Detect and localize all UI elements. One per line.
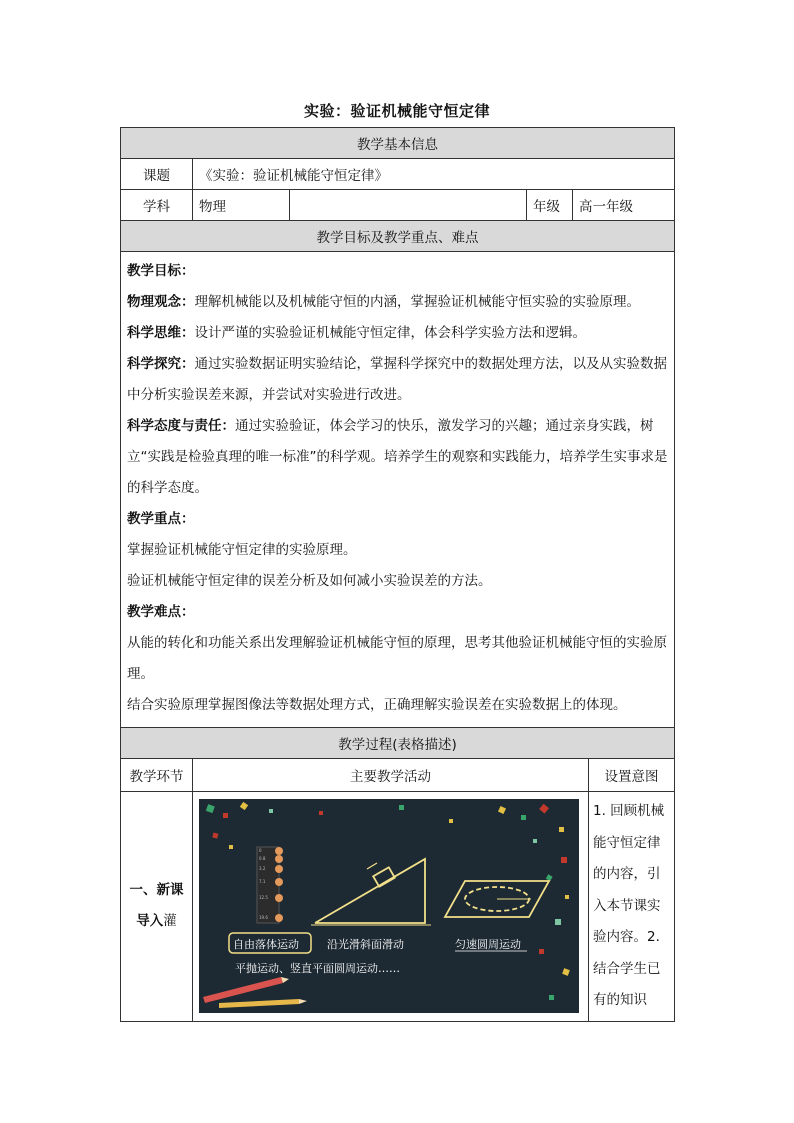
- topic-label: 课题: [121, 159, 193, 190]
- ruler-drawing: [257, 847, 283, 923]
- ruler-tick: 0: [259, 848, 262, 854]
- key-point: 掌握验证机械能守恒定律的实验原理。: [127, 542, 357, 558]
- subject-value: 物理: [193, 190, 290, 221]
- process-header: 教学过程(表格描述): [121, 728, 675, 759]
- activity-cell: [193, 792, 589, 1022]
- goal-heading: 教学目标：: [127, 263, 195, 279]
- objective-item: 科学探究：通过实验数据证明实验结论，掌握科学探究中的数据处理方法，以及从实验数据中分析实验误差来源，并尝试对实验进行改进。: [127, 356, 667, 403]
- col-intent-header: 设置意图: [589, 759, 675, 792]
- label-circular: 匀速圆周运动: [455, 938, 521, 952]
- label-freefall: 自由落体运动: [233, 938, 299, 952]
- objective-item: 物理观念：理解机械能以及机械能守恒的内涵，掌握验证机械能守恒实验的实验原理。: [127, 294, 640, 310]
- grade-value: 高一年级: [573, 190, 675, 221]
- key-heading: 教学重点：: [127, 511, 195, 527]
- objectives-header: 教学目标及教学重点、难点: [121, 221, 675, 252]
- intent-cell: 1. 回顾机械能守恒定律的内容，引入本节课实验内容。2.结合学生已有的知识: [589, 792, 675, 1022]
- difficult-point: 从能的转化和功能关系出发理解验证机械能守恒的原理，思考其他验证机械能守恒的实验原理。: [127, 635, 667, 682]
- label-incline: 沿光滑斜面滑动: [327, 938, 404, 952]
- col-activity-header: 主要教学活动: [193, 759, 589, 792]
- stage-suffix: 灌: [163, 913, 177, 930]
- ruler-tick: 19.6: [259, 915, 268, 921]
- col-stage-header: 教学环节: [121, 759, 193, 792]
- ruler-tick: 7.1: [259, 879, 266, 885]
- subject-label: 学科: [121, 190, 193, 221]
- grade-label: 年级: [527, 190, 573, 221]
- lesson-slide-image: [199, 799, 579, 1013]
- objective-item: 科学态度与责任：通过实验验证，体会学习的快乐，激发学习的兴趣；通过亲身实践，树立“实践是检验真理的唯一标准”的科学观。培养学生的观察和实践能力，培养学生实事求是的科学态度。: [127, 418, 668, 496]
- ruler-tick: 12.5: [259, 895, 268, 901]
- difficult-point: 结合实验原理掌握图像法等数据处理方式，正确理解实验误差在实验数据上的体现。: [127, 697, 627, 713]
- empty-cell: [290, 190, 527, 221]
- objective-item: 科学思维：设计严谨的实验验证机械能守恒定律，体会科学实验方法和逻辑。: [127, 325, 586, 341]
- ruler-tick: 3.2: [259, 866, 266, 872]
- document-title: 实验：验证机械能守恒定律: [303, 102, 490, 120]
- label-others: 平抛运动、竖直平面圆周运动……: [235, 962, 400, 976]
- difficult-heading: 教学难点：: [127, 604, 195, 620]
- stage-name: 一、新课导入: [129, 882, 184, 930]
- basic-info-header: 教学基本信息: [121, 128, 675, 159]
- objectives-content: [121, 252, 675, 728]
- key-point: 验证机械能守恒定律的误差分析及如何减小实验误差的方法。: [127, 573, 492, 589]
- topic-value: 《实验：验证机械能守恒定律》: [193, 159, 675, 190]
- ruler-tick: 0.8: [259, 856, 266, 862]
- stage-cell: [121, 792, 193, 1022]
- lesson-plan-table: [120, 127, 675, 1022]
